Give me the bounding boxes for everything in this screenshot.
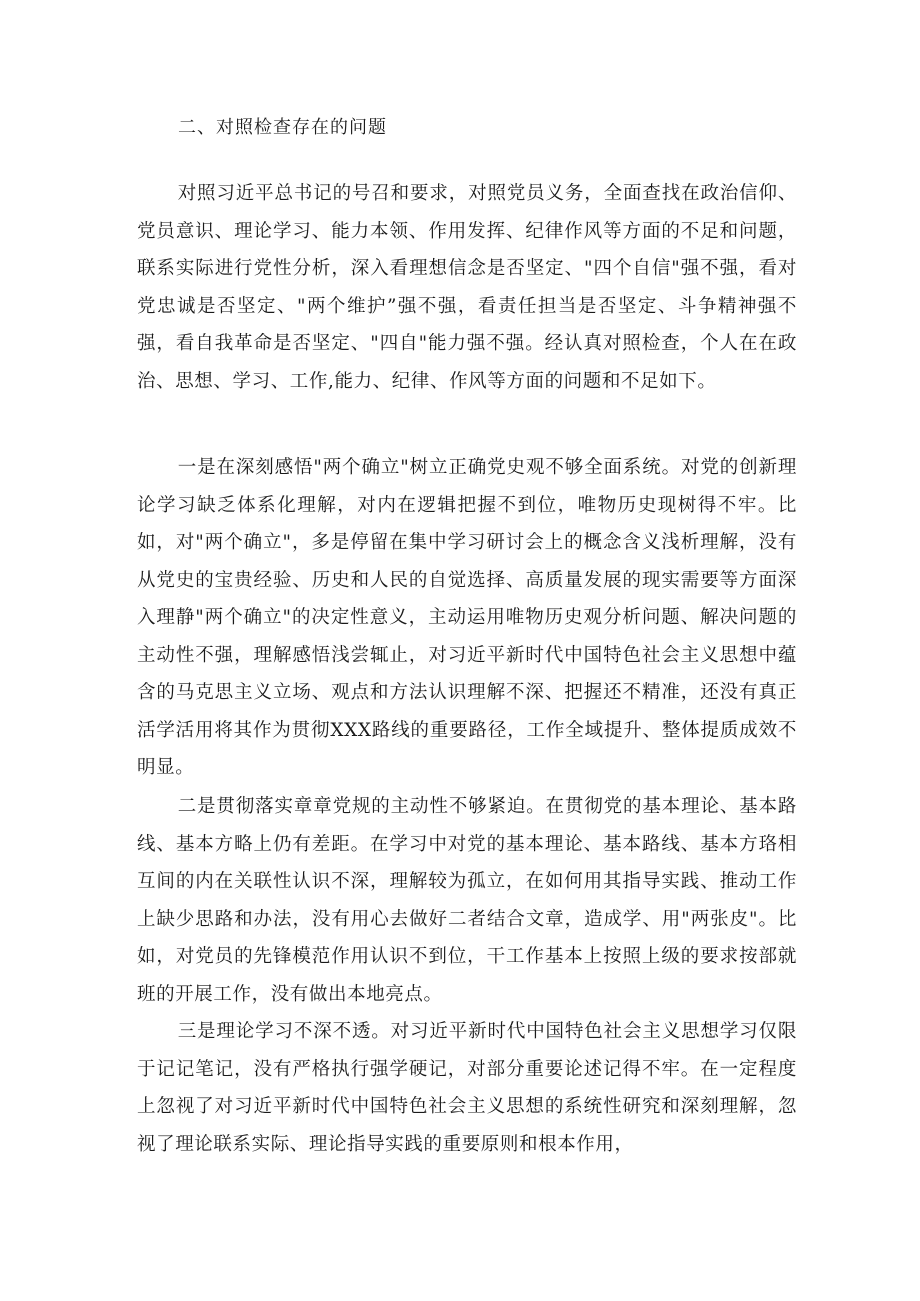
paragraph-issue-two: 二是贯彻落实章章党规的主动性不够紧迫。在贯彻党的基本理论、基本路线、基本方略上仍有差距。在学习中对党的基本理论、基本路线、基本方珞相互间的内在关联性认识不深，理解较为孤立，在如何用其指导实践、推动工作上缺少思路和办法，没有用心去做好二者结合文章，造成学、用"两张皮"。比如，对党员的先锋模范作用认识不到位，干工作基本上按照上级的要求按部就班的开展工作，没有做出本地亮点。 (137, 796, 797, 1005)
section-heading: 二、对照检查存在的问题 (178, 117, 387, 138)
paragraph-issue-one: 一是在深刻感悟"两个确立"树立正确党史观不够全面系统。对党的创新理论学习缺乏体系化理解，对内在逻辑把握不到位，唯物历史现树得不牢。比如，对"两个确立"，多是停留在集中学习研讨会上的概念含义浅析理解，没有从党史的宝贵经验、历史和人民的自觉选择、高质量发展的现实需要等方面深入理静"两个确立"的决定性意义，主动运用唯物历史观分析问题、解决问题的主动性不强，理解感悟浅尝辄止，对习近平新时代中国特色社会主义思想中蕴含的马克思主义立场、观点和方法认识理解不深、把握还不精准，还没有真正活学活用将其作为贯彻XXX路线的重要路径，工作全域提升、整体提质成效不明显。 (137, 457, 797, 778)
paragraph-overview: 对照习近平总书记的号召和要求，对照党员义务，全面查找在政治信仰、党员意识、理论学习、能力本领、作用发挥、纪律作风等方面的不足和问题，联系实际进行党性分析，深入看理想信念是否坚定、"四个自信"强不强，看对党忠诚是否坚定、"两个维护”强不强，看责任担当是否坚定、斗争精神强不强，看自我革命是否坚定、"四自"能力强不强。经认真对照检查，个人在在政治、思想、学习、工作,能力、纪律、作风等方面的问题和不足如下。 (137, 183, 797, 392)
paragraph-issue-three: 三是理论学习不深不透。对习近平新时代中国特色社会主义思想学习仅限于记记笔记，没有严格执行强学硬记，对部分重要论述记得不牢。在一定程度上忽视了对习近平新时代中国特色社会主义思想的系统性研究和深刻理解，忽视了理论联系实际、理论指导实践的重要原则和根本作用， (137, 1021, 797, 1155)
